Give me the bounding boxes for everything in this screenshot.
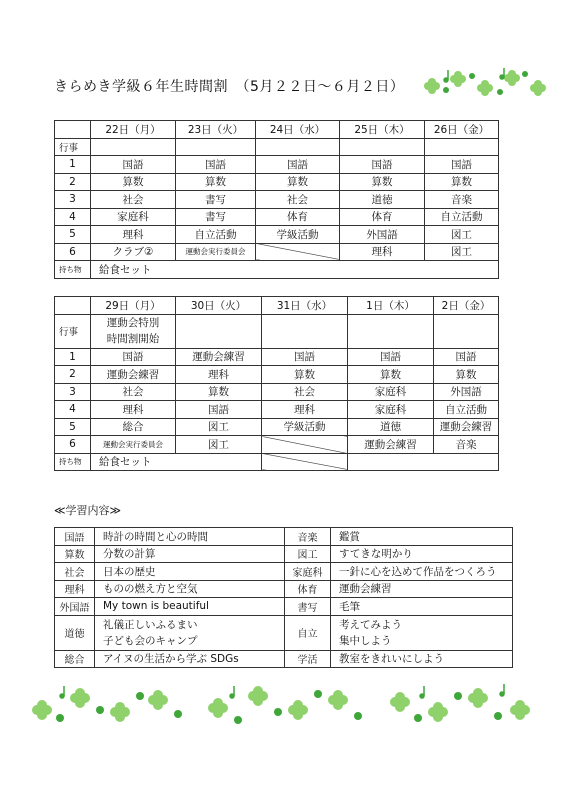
- period-number: 4: [55, 208, 91, 226]
- event-cell: [340, 138, 425, 156]
- day-header: 22日（月）: [91, 121, 176, 139]
- subject-cell: 音楽: [425, 191, 499, 209]
- table-row: [55, 545, 513, 563]
- items-row: [55, 261, 499, 279]
- period-number: 5: [55, 226, 91, 244]
- content-cell: 毛筆: [331, 598, 513, 616]
- subject-cell: 国語: [425, 156, 499, 174]
- content-cell: 運動会練習: [331, 580, 513, 598]
- subject-cell: 算数: [348, 366, 434, 384]
- table-row: [55, 650, 513, 668]
- study-content-table: [54, 527, 513, 668]
- subject-cell: 国語: [348, 348, 434, 366]
- subject-cell: 書写: [176, 191, 256, 209]
- subject-cell: 国語: [91, 156, 176, 174]
- subject-cell: 国語: [340, 156, 425, 174]
- table-header-row: [55, 121, 499, 139]
- period-number: 2: [55, 366, 91, 384]
- subject-name: 総合: [55, 650, 95, 668]
- page-title: きらめき学級６年生時間割 （5月２２日〜６月２日）: [54, 79, 405, 95]
- day-header: 30日（火）: [176, 297, 262, 315]
- subject-cell: 運動会実行委員会: [91, 436, 176, 454]
- subject-name: 社会: [55, 563, 95, 581]
- event-line: 時間割開始: [106, 333, 160, 345]
- event-cell: [176, 138, 256, 156]
- table-header-row: [55, 297, 499, 315]
- period-number: 3: [55, 191, 91, 209]
- subject-cell: 算数: [176, 383, 262, 401]
- day-header: 26日（金）: [425, 121, 499, 139]
- items-label: 持ち物: [55, 453, 91, 471]
- subject-name: 音楽: [285, 528, 331, 546]
- table-row: [55, 615, 513, 650]
- event-cell: [256, 138, 340, 156]
- subject-cell: 運動会練習: [348, 436, 434, 454]
- subject-name: 外国語: [55, 598, 95, 616]
- subject-cell: 国語: [176, 156, 256, 174]
- empty-slash-cell: [262, 436, 348, 454]
- study-heading: ≪学習内容≫: [54, 504, 122, 517]
- period-number: 5: [55, 418, 91, 436]
- subject-cell: 体育: [256, 208, 340, 226]
- subject-cell: 国語: [176, 401, 262, 419]
- period-number: 1: [55, 348, 91, 366]
- subject-cell: 体育: [340, 208, 425, 226]
- table-row: [55, 366, 499, 384]
- subject-name: 算数: [55, 545, 95, 563]
- subject-cell: 国語: [262, 348, 348, 366]
- event-label: 行事: [55, 138, 91, 156]
- subject-cell: 運動会練習: [91, 366, 176, 384]
- period-number: 2: [55, 173, 91, 191]
- subject-cell: 図工: [176, 418, 262, 436]
- subject-name: 国語: [55, 528, 95, 546]
- day-header: 25日（木）: [340, 121, 425, 139]
- subject-name: 理科: [55, 580, 95, 598]
- subject-cell: 家庭科: [348, 401, 434, 419]
- content-cell: 教室をきれいにしよう: [331, 650, 513, 668]
- day-header: 31日（水）: [262, 297, 348, 315]
- subject-cell: 理科: [176, 366, 262, 384]
- table-row: [55, 528, 513, 546]
- subject-name: 家庭科: [285, 563, 331, 581]
- table-row: [55, 156, 499, 174]
- subject-cell: 書写: [176, 208, 256, 226]
- content-line: 子ども会のキャンプ: [103, 634, 198, 647]
- table-row: [55, 418, 499, 436]
- table-row: [55, 563, 513, 581]
- content-cell: 分数の計算: [95, 545, 285, 563]
- content-line: 集中しよう: [339, 634, 392, 647]
- subject-cell: 運動会実行委員会: [176, 243, 256, 261]
- subject-cell: 社会: [91, 191, 176, 209]
- timetable-week2: [54, 296, 499, 471]
- event-row: [55, 138, 499, 156]
- subject-name: 図工: [285, 545, 331, 563]
- items-value: 給食セット: [91, 453, 262, 471]
- subject-cell: 学級活動: [262, 418, 348, 436]
- event-label: 行事: [55, 314, 91, 348]
- subject-cell: 道徳: [348, 418, 434, 436]
- subject-cell: 理科: [262, 401, 348, 419]
- subject-name: 自立: [285, 615, 331, 650]
- items-value: 給食セット: [91, 261, 499, 279]
- event-row: [55, 314, 499, 348]
- subject-cell: 音楽: [434, 436, 499, 454]
- content-cell: 日本の歴史: [95, 563, 285, 581]
- subject-cell: 家庭科: [91, 208, 176, 226]
- subject-cell: 図工: [425, 226, 499, 244]
- empty-slash-cell: [256, 243, 340, 261]
- table-row: [55, 208, 499, 226]
- content-cell: [95, 615, 285, 650]
- subject-name: 書写: [285, 598, 331, 616]
- subject-cell: 社会: [262, 383, 348, 401]
- period-number: 4: [55, 401, 91, 419]
- clover-decoration-bottom: [28, 682, 538, 730]
- subject-cell: 学級活動: [256, 226, 340, 244]
- subject-cell: 算数: [262, 366, 348, 384]
- subject-cell: 算数: [256, 173, 340, 191]
- day-header: 23日（火）: [176, 121, 256, 139]
- content-cell: すてきな明かり: [331, 545, 513, 563]
- subject-cell: 理科: [91, 401, 176, 419]
- day-header: 29日（月）: [91, 297, 176, 315]
- subject-cell: 運動会練習: [176, 348, 262, 366]
- timetable-week1: [54, 120, 499, 279]
- table-row: [55, 580, 513, 598]
- items-label: 持ち物: [55, 261, 91, 279]
- subject-cell: 道徳: [340, 191, 425, 209]
- table-row: [55, 191, 499, 209]
- subject-cell: 外国語: [340, 226, 425, 244]
- table-row: [55, 243, 499, 261]
- period-number: 6: [55, 243, 91, 261]
- subject-cell: 算数: [91, 173, 176, 191]
- subject-cell: 国語: [91, 348, 176, 366]
- table-row: [55, 598, 513, 616]
- subject-name: 体育: [285, 580, 331, 598]
- content-cell: 時計の時間と心の時間: [95, 528, 285, 546]
- subject-cell: 総合: [91, 418, 176, 436]
- content-cell: 鑑賞: [331, 528, 513, 546]
- subject-cell: 理科: [340, 243, 425, 261]
- subject-cell: 社会: [256, 191, 340, 209]
- subject-cell: 社会: [91, 383, 176, 401]
- items-row: [55, 453, 499, 471]
- table-row: [55, 173, 499, 191]
- subject-cell: 自立活動: [425, 208, 499, 226]
- subject-cell: 図工: [425, 243, 499, 261]
- subject-cell: 国語: [434, 348, 499, 366]
- table-row: [55, 348, 499, 366]
- subject-cell: 家庭科: [348, 383, 434, 401]
- period-number: 3: [55, 383, 91, 401]
- subject-cell: 図工: [176, 436, 262, 454]
- subject-cell: 算数: [425, 173, 499, 191]
- subject-cell: 国語: [256, 156, 340, 174]
- subject-cell: 理科: [91, 226, 176, 244]
- empty-slash-cell: [262, 453, 348, 471]
- subject-cell: 自立活動: [434, 401, 499, 419]
- table-row: [55, 226, 499, 244]
- day-header: 24日（水）: [256, 121, 340, 139]
- subject-cell: 自立活動: [176, 226, 256, 244]
- subject-name: 道徳: [55, 615, 95, 650]
- content-line: 礼儀正しいふるまい: [103, 618, 198, 631]
- event-cell: [425, 138, 499, 156]
- event-line: 運動会特別: [106, 317, 160, 329]
- day-header: 1日（木）: [348, 297, 434, 315]
- event-cell: [91, 138, 176, 156]
- content-cell: 一針に心を込めて作品をつくろう: [331, 563, 513, 581]
- subject-cell: 算数: [434, 366, 499, 384]
- content-cell: [331, 615, 513, 650]
- content-cell: ものの燃え方と空気: [95, 580, 285, 598]
- table-row: [55, 383, 499, 401]
- subject-cell: 算数: [340, 173, 425, 191]
- clover-decoration-top: [420, 66, 550, 100]
- table-row: [55, 436, 499, 454]
- event-cell: [91, 314, 176, 348]
- table-row: [55, 401, 499, 419]
- subject-cell: クラブ②: [91, 243, 176, 261]
- content-cell: アイヌの生活から学ぶ SDGs: [95, 650, 285, 668]
- period-number: 1: [55, 156, 91, 174]
- subject-cell: 外国語: [434, 383, 499, 401]
- period-number: 6: [55, 436, 91, 454]
- subject-name: 学活: [285, 650, 331, 668]
- content-cell: My town is beautiful: [95, 598, 285, 616]
- day-header: 2日（金）: [434, 297, 499, 315]
- subject-cell: 運動会練習: [434, 418, 499, 436]
- subject-cell: 算数: [176, 173, 256, 191]
- content-line: 考えてみよう: [339, 618, 402, 631]
